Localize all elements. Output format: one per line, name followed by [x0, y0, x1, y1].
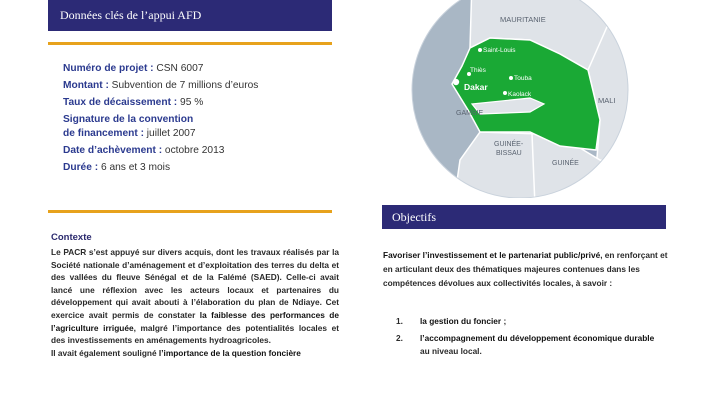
fact-label-2: de financement — [63, 127, 138, 139]
label-thies: Thiès — [470, 67, 486, 74]
fact-label: Durée — [63, 161, 92, 173]
context-emphasis-1: la faiblesse des performances de l’agriculture irriguée — [51, 309, 339, 333]
list-item: 1. la gestion du foncier ; — [396, 316, 507, 326]
label-saint-louis: Saint-Louis — [483, 47, 516, 54]
senegal-map — [410, 0, 630, 198]
label-touba: Touba — [514, 75, 532, 82]
fact-signature: Signature de la convention de financement : juillet 2007 — [63, 113, 333, 140]
label-kaolack: Kaolack — [508, 91, 532, 98]
fact-completion-date: Date d’achèvement : octobre 2013 — [63, 144, 225, 156]
label-guinee-bissau-1: GUINÉE- — [494, 141, 524, 148]
label-guinee-bissau-2: BISSAU — [496, 150, 522, 157]
map-svg — [410, 0, 630, 198]
gold-divider-bottom — [48, 210, 332, 213]
objectives-list — [396, 315, 666, 362]
city-dot-touba — [509, 76, 513, 80]
fact-value: CSN 6007 — [156, 63, 204, 74]
fact-disbursement-rate: Taux de décaissement : 95 % — [63, 97, 204, 108]
context-emphasis-2: l’importance de la question foncière — [158, 347, 301, 358]
objectives-banner — [382, 205, 666, 229]
context-heading: Contexte — [51, 232, 92, 243]
label-dakar: Dakar — [464, 82, 488, 92]
fact-value: 95 % — [180, 97, 204, 108]
fact-value: juillet 2007 — [146, 127, 196, 139]
fact-label: Montant — [63, 80, 103, 91]
fact-label: Taux de décaissement — [63, 97, 171, 108]
context-paragraph-1: Le PACR s’est appuyé sur divers acquis, dont les travaux réalisés par la Société nationale d’aménagement et d’exploitation des terres du delta et des vallées du fleuve Sénégal et de la Falémé (SAED). Celle-ci avait lancé une réflexion avec les acteurs locaux et partenaires du développement qui avait abouti à l’élaboration du plan de Ndiaye. Cet exercice avait permis de constater la faiblesse des performances de l’agriculture irriguée, malgré l’importance des potentialités locales et des investissements en aménagements hydroagricoles. — [51, 247, 339, 346]
label-gambie: GAMBIE — [456, 110, 484, 117]
label-mali: MALI — [598, 96, 616, 105]
label-guinee: GUINÉE — [552, 160, 579, 167]
objectives-intro: Favoriser l’investissement et le partenariat public/privé, en renforçant et en articulant deux des thématiques majeures contenues dans les compétences dévolues aux collectivités locales, à savoir : — [383, 250, 668, 289]
fact-amount: Montant : Subvention de 7 millions d’euros — [63, 80, 259, 91]
city-dot-saint-louis — [478, 48, 482, 52]
objectives-emphasis: Favoriser l’investissement et le partenariat public/privé — [383, 250, 601, 260]
fact-duration: Durée : 6 ans et 3 mois — [63, 161, 171, 173]
city-dot-kaolack — [503, 91, 507, 95]
fact-label: Date d’achèvement — [63, 144, 156, 156]
fact-value: 6 ans et 3 mois — [100, 161, 171, 173]
objectives-heading: Objectifs — [392, 209, 436, 224]
context-paragraph-2: Il avait également souligné l’importance de la question foncière — [51, 347, 301, 358]
fact-value: octobre 2013 — [164, 144, 225, 156]
list-item-number: 2. — [396, 333, 403, 343]
context-text — [51, 246, 339, 359]
fact-value: Subvention de 7 millions d’euros — [111, 80, 259, 91]
key-data-title: Données clés de l’appui AFD — [60, 8, 202, 22]
fact-label: Signature de la convention — [63, 114, 194, 125]
key-data-banner — [48, 0, 332, 31]
fact-project-number: Numéro de projet : CSN 6007 — [63, 63, 204, 74]
list-item-number: 1. — [396, 316, 403, 326]
city-dot-dakar — [453, 79, 459, 85]
list-item: 2. l’accompagnement du développement économique durable au niveau local. — [396, 333, 655, 356]
gold-divider-top — [48, 42, 332, 45]
key-data-list — [63, 62, 333, 178]
label-mauritanie: MAURITANIE — [500, 15, 546, 24]
fact-label: Numéro de projet — [63, 63, 148, 74]
